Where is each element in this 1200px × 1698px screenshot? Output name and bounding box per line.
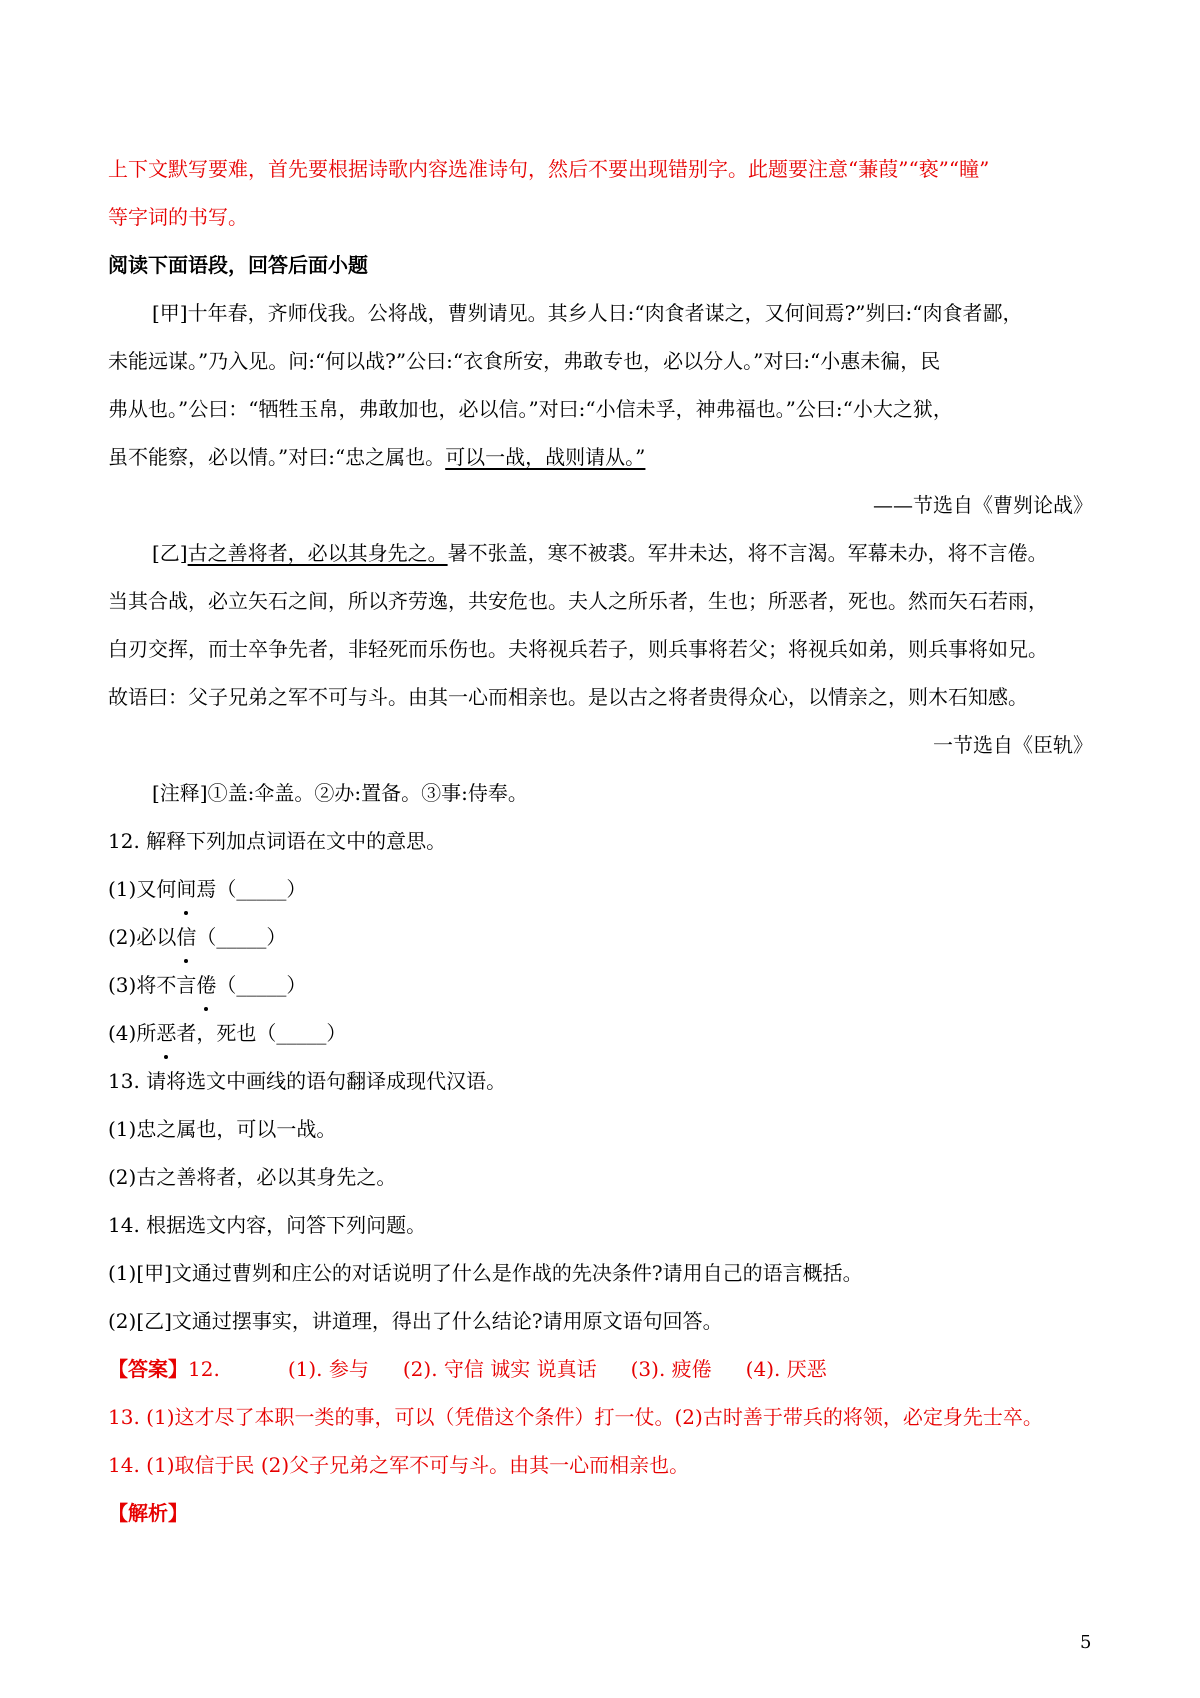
answer-12-2: (2). 守信 诚实 说真话	[402, 1357, 597, 1381]
passage-yi-line-1-rest: 暑不张盖，寒不被裘。军井未达，将不言渴。军幕未办，将不言倦。	[447, 541, 1048, 565]
passage-yi-line-3: 白刃交挥，而士卒争先者，非轻死而乐伤也。夫将视兵若子，则兵事将若父；将视兵如弟，则兵事将如兄。	[108, 637, 1048, 661]
passage-jia-line-4-plain: 虽不能察，必以情。”对曰:“忠之属也。	[108, 445, 446, 469]
intro-comment-line-1: 上下文默写要难，首先要根据诗歌内容选准诗句，然后不要出现错别字。此题要注意“蒹葭”“亵”“瞳”	[108, 157, 990, 181]
passage-jia-line-4	[108, 433, 1093, 481]
question-14-stem: 14. 根据选文内容，问答下列问题。	[108, 1213, 427, 1237]
question-14-item-1: (1)[甲]文通过曹刿和庄公的对话说明了什么是作战的先决条件?请用自己的语言概括。	[108, 1261, 863, 1285]
passage-jia-line-2: 未能远谋。”乃入见。问:“何以战?”公曰:“衣食所安，弗敢专也，必以分人。”对曰:“小惠未徧，民	[108, 349, 941, 373]
q12-item-3-pre: (3)将不言	[108, 973, 197, 997]
passage-yi-line-2: 当其合战，必立矢石之间，所以齐劳逸，共安危也。夫人之所乐者，生也；所恶者，死也。然而矢石若雨，	[108, 589, 1048, 613]
q12-item-2-pre: (2)必以	[108, 925, 177, 949]
intro-comment-line-2: 等字词的书写。	[108, 205, 248, 229]
passage-yi-line-4: 故语曰：父子兄弟之军不可与斗。由其一心而相亲也。是以古之将者贵得众心，以情亲之，则木石知感。	[108, 685, 1028, 709]
section-title: 阅读下面语段，回答后面小题	[108, 253, 368, 277]
passage-yi-line-1	[108, 529, 1093, 577]
answer-12-number: 12.	[188, 1357, 220, 1381]
q12-item-3-dotted-word: 倦	[196, 961, 216, 1009]
answer-12-line	[108, 1345, 1093, 1393]
document-page	[108, 145, 1093, 1537]
q12-item-4-blank[interactable]: 者，死也（_____）	[176, 1021, 347, 1045]
page-number: 5	[1080, 1632, 1092, 1653]
q12-item-2-dotted-word: 信	[176, 913, 196, 961]
q12-item-1-blank[interactable]: 焉（_____）	[196, 877, 307, 901]
q12-item-4-dotted-word: 恶	[156, 1009, 176, 1057]
question-14-item-2: (2)[乙]文通过摆事实，讲道理，得出了什么结论?请用原文语句回答。	[108, 1309, 723, 1333]
question-12-item-1	[108, 865, 1093, 913]
passage-jia-line-1: [甲]十年春，齐师伐我。公将战，曹刿请见。其乡人日:“肉食者谋之，又何间焉?”刿曰:“肉食者鄙，	[152, 301, 1023, 325]
passage-jia-source: ——节选自《曹刿论战》	[873, 493, 1093, 517]
answer-label: 【答案】	[108, 1357, 188, 1381]
answer-12-4: (4). 厌恶	[745, 1357, 827, 1381]
q12-item-1-dotted-word: 间	[176, 865, 196, 913]
question-12-stem: 12. 解释下列加点词语在文中的意思。	[108, 829, 447, 853]
question-12-item-3	[108, 961, 1093, 1009]
passage-yi-underlined-sentence: 古之善将者，必以其身先之。	[187, 541, 448, 565]
q12-item-2-blank[interactable]: （_____）	[196, 925, 287, 949]
answer-14: 14. (1)取信于民 (2)父子兄弟之军不可与斗。由其一心而相亲也。	[108, 1453, 690, 1477]
answer-12-1: (1). 参与	[287, 1357, 369, 1381]
analysis-label: 【解析】	[108, 1501, 188, 1525]
question-13-item-1: (1)忠之属也，可以一战。	[108, 1117, 337, 1141]
answer-12-3: (3). 疲倦	[630, 1357, 712, 1381]
passage-jia-underlined-sentence: 可以一战，战则请从。”	[445, 445, 646, 469]
q12-item-3-blank[interactable]: （_____）	[216, 973, 307, 997]
question-12-item-2	[108, 913, 1093, 961]
passage-jia-line-3: 弗从也。”公曰：“牺牲玉帛，弗敢加也，必以信。”对曰:“小信未孚，神弗福也。”公曰:“小大之狱，	[108, 397, 953, 421]
q12-item-4-pre: (4)所	[108, 1021, 157, 1045]
question-13-stem: 13. 请将选文中画线的语句翻译成现代汉语。	[108, 1069, 507, 1093]
passage-yi-prefix: [乙]	[152, 541, 188, 565]
question-13-item-2: (2)古之善将者，必以其身先之。	[108, 1165, 397, 1189]
answer-13: 13. (1)这才尽了本职一类的事，可以（凭借这个条件）打一仗。(2)古时善于带兵的将领，必定身先士卒。	[108, 1405, 1043, 1429]
passage-yi-source: 一节选自《臣轨》	[933, 733, 1093, 757]
q12-item-1-pre: (1)又何	[108, 877, 177, 901]
passage-yi-notes: [注释]①盖:伞盖。②办:置备。③事:侍奉。	[152, 781, 528, 805]
question-12-item-4	[108, 1009, 1093, 1057]
